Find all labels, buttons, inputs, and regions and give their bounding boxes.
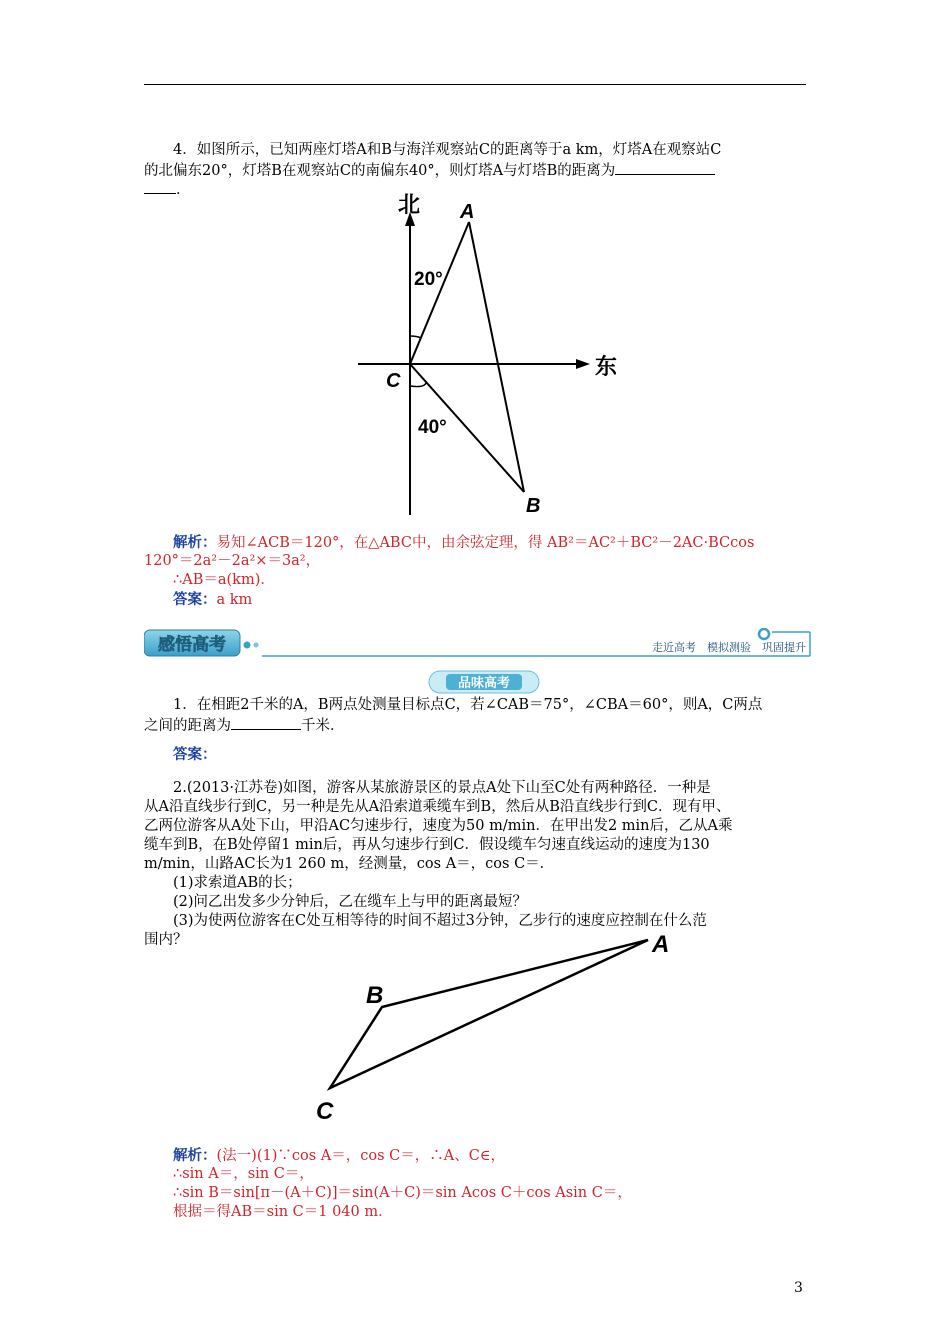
q1-text-line1: 1．在相距2千米的A，B两点处测量目标点C，若∠CAB＝75°，∠CBA＝60°，则A，C两点 (173, 697, 763, 713)
label-east: 东 (595, 354, 618, 379)
q2-solution-line3: ∴sin B＝sin[π－(A＋C)]＝sin(A＋C)＝sin Acos C＋cos Asin C＝， (173, 1185, 632, 1201)
q1-text-line2b: 千米． (301, 718, 345, 734)
q1-answer-line (144, 745, 806, 765)
q4-period: ． (176, 182, 191, 198)
q1-answer-label: 答案： (173, 746, 217, 763)
header-rule (144, 84, 806, 85)
sub-banner-title: 品味高考 (457, 675, 511, 690)
banner-dot-icon-small (254, 643, 259, 648)
q4-answer-value: a km (216, 592, 253, 608)
q2-solution-text1: (法一)(1)∵cos A＝，cos C＝，∴A、C∈， (216, 1148, 506, 1164)
banner-title: 感悟高考 (158, 635, 226, 654)
banner-ring-icon (759, 629, 769, 639)
lighthouse-figure (350, 190, 630, 520)
banner-dot-icon (244, 642, 251, 649)
q4-solution-line1 (144, 533, 806, 553)
banner-right-text: 走近高考 模拟测验 巩固提升 (652, 642, 806, 654)
q2-text-line3: 乙两位游客从A处下山，甲沿AC匀速步行，速度为50 m/min．在甲出发2 min后，乙从A乘 (144, 818, 733, 834)
q2-solution-line2: ∴sin A＝，sin C＝， (173, 1166, 314, 1182)
q2-text-line2: 从A沿直线步行到C，另一种是先从A沿索道乘缆车到B，然后从B沿直线步行到C．现有甲、 (144, 799, 731, 815)
q2-sub3a: (3)为使两位游客在C处互相等待的时间不超过3分钟，乙步行的速度应控制在什么范 (173, 913, 707, 929)
label-A2: A (652, 931, 670, 958)
q4-solution-line3: ∴AB＝a(km)． (173, 572, 275, 588)
q1-text-line2a: 之间的距离为 (144, 718, 231, 734)
label-angle-20: 20° (414, 269, 443, 290)
triangle-ABC (330, 940, 648, 1088)
q2-text-line1: 2.(2013·江苏卷)如图，游客从某旅游景区的景点A处下山至C处有两种路径．一种是 (173, 780, 711, 796)
label-A: A (460, 201, 475, 223)
q4-answer-blank (615, 160, 715, 175)
q2-solution-line4: 根据＝得AB＝sin C＝1 040 m． (173, 1204, 393, 1220)
q2-text-line5: m/min，山路AC长为1 260 m，经测量，cos A＝，cos C＝． (144, 856, 555, 872)
east-arrow-icon (576, 359, 590, 369)
label-angle-40: 40° (418, 417, 447, 438)
label-C: C (386, 370, 401, 392)
q2-sub2: (2)问乙出发多少分钟后，乙在缆车上与甲的距离最短？ (173, 894, 528, 910)
label-B: B (526, 495, 541, 517)
angle-arc-20 (410, 336, 421, 338)
label-B2: B (366, 982, 384, 1009)
cableway-figure (300, 925, 690, 1130)
q1-text-line2 (144, 715, 806, 736)
q4-answer-blank-cont (144, 179, 176, 194)
sub-banner (428, 670, 540, 694)
q4-answer-label: 答案： (173, 591, 217, 608)
q4-solution-label: 解析： (173, 534, 217, 551)
q2-solution-label: 解析： (173, 1147, 217, 1164)
q1-answer-blank (231, 715, 301, 730)
q2-solution-line1 (144, 1146, 806, 1166)
label-C2: C (316, 1098, 334, 1125)
label-north: 北 (398, 192, 421, 217)
q2-sub3b: 围内？ (144, 932, 188, 948)
angle-arc-40 (410, 383, 426, 387)
segment-CA (410, 222, 469, 364)
segment-AB (469, 222, 524, 492)
section-banner (144, 628, 812, 660)
q4-text-line2-content: 的北偏东20°，灯塔B在观察站C的南偏东40°，则灯塔A与灯塔B的距离为 (144, 163, 616, 179)
q4-answer-line (144, 590, 806, 610)
q4-text-line2 (144, 160, 806, 181)
q2-text-line4: 缆车到B，在B处停留1 min后，再从匀速步行到C．假设缆车匀速直线运动的速度为130 (144, 837, 710, 853)
q2-sub1: (1)求索道AB的长； (173, 875, 302, 891)
q4-text-line1: 4．如图所示，已知两座灯塔A和B与海洋观察站C的距离等于a km，灯塔A在观察站C (173, 142, 722, 158)
q4-solution-line2: 120°＝2a²－2a²×＝3a²， (144, 553, 321, 569)
page-number: 3 (794, 1280, 803, 1296)
q4-solution-text1: 易知∠ACB＝120°，在△ABC中，由余弦定理，得 AB²＝AC²＋BC²－2AC·BCcos (216, 535, 755, 551)
